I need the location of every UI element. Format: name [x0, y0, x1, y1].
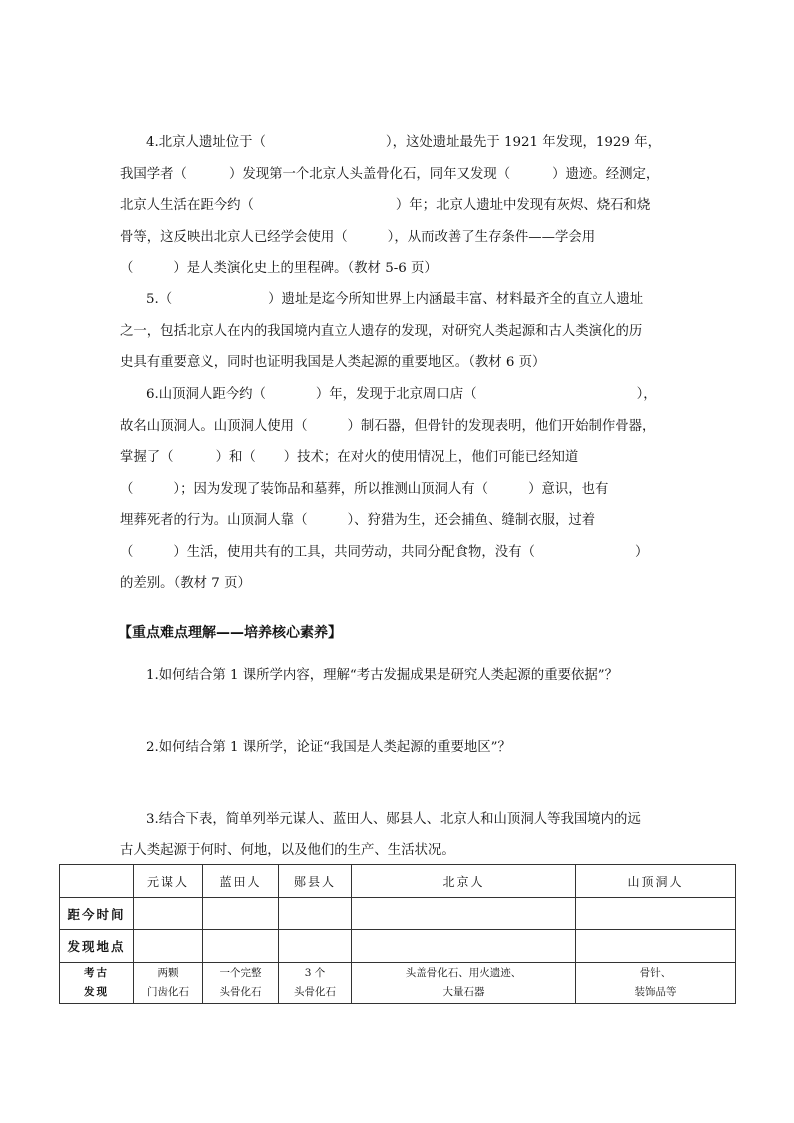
text: 的差别。（教材 7 页） — [120, 576, 251, 591]
text: ）是人类演化史上的里程碑。（教材 5-6 页） — [173, 261, 438, 276]
text: 4.北京人遗址位于（ — [146, 135, 266, 150]
row-label: 发现地点 — [60, 930, 134, 963]
text: ）、狩猎为生，还会捕鱼、缝制衣服，过着 — [347, 513, 596, 528]
text: ），这处遗址最先于 1921 年发现，1929 年， — [385, 135, 661, 150]
text: 5.（ — [146, 292, 173, 307]
table-row — [60, 963, 736, 1004]
cell-line: 头骨化石 — [219, 986, 262, 998]
cell-line: 头盖骨化石、用火遗迹、 — [405, 967, 522, 979]
text: ）生活，使用共有的工具，共同劳动，共同分配食物，没有（ — [173, 544, 535, 560]
text: 之一，包括北京人在内的我国境内直立人遗存的发现，对研究人类起源和古人类演化的历 — [120, 323, 643, 339]
text: 埋葬死者的行为。山顶洞人靠（ — [120, 513, 308, 528]
cell-line: 大量石器 — [442, 986, 485, 998]
cell-line: 骨针、 — [639, 967, 672, 979]
text: ） — [634, 544, 649, 560]
table-cell[interactable] — [279, 930, 352, 963]
table-cell[interactable] — [203, 930, 279, 963]
text: 掌握了（ — [120, 450, 174, 465]
table-cell — [203, 963, 279, 1004]
text: （ — [120, 261, 134, 276]
table-cell[interactable] — [352, 930, 576, 963]
question-3-line-2: 古人类起源于何时、何地，以及他们的生产、生活状况。 — [120, 843, 455, 858]
row-label: 距今时间 — [60, 898, 134, 930]
table-cell[interactable] — [134, 930, 203, 963]
text: ）技术；在对火的使用情况上，他们可能已经知道 — [283, 450, 579, 465]
text: 骨等，这反映出北京人已经学会使用（ — [120, 229, 348, 245]
table-header-row — [60, 865, 736, 898]
question-2: 2.如何结合第 1 课所学，论证“我国是人类起源的重要地区”？ — [146, 740, 511, 755]
table-header-cell: 山顶洞人 — [576, 865, 736, 898]
section-heading: 【重点难点理解——培养核心素养】 — [118, 625, 342, 641]
paragraph-5 — [120, 284, 680, 379]
text: ）遗迹。经测定， — [552, 166, 660, 182]
text: ）和（ — [215, 450, 256, 465]
text: ）， — [636, 387, 657, 402]
question-1: 1.如何结合第 1 课所学内容，理解“考古发掘成果是研究人类起源的重要依据”？ — [146, 668, 618, 683]
cell-line: 一个完整 — [219, 967, 262, 979]
table-cell — [576, 963, 736, 1004]
paragraph-6 — [120, 379, 680, 600]
row-label-line: 发现 — [84, 986, 109, 998]
table-cell — [279, 963, 352, 1004]
table-header-cell: 蓝田人 — [203, 865, 279, 898]
table-cell[interactable] — [279, 898, 352, 930]
cell-line: 两颗 — [157, 967, 179, 979]
table-header-cell — [60, 865, 134, 898]
text: ），从而改善了生存条件——学会用 — [387, 229, 596, 245]
text: 北京人生活在距今约（ — [120, 198, 254, 213]
table-cell[interactable] — [134, 898, 203, 930]
text: ）遗址是迄今所知世界上内涵最丰富、材料最齐全的直立人遗址 — [268, 292, 644, 307]
table-header-cell: 郧县人 — [279, 865, 352, 898]
row-label-line: 考古 — [84, 967, 109, 979]
text: ）年，发现于北京周口店（ — [315, 387, 477, 402]
table-cell[interactable] — [576, 930, 736, 963]
text: （ — [120, 544, 134, 560]
table-row — [60, 898, 736, 930]
text: （ — [120, 481, 134, 497]
cell-line: 头骨化石 — [294, 986, 336, 998]
paragraph-4 — [120, 127, 680, 285]
question-3-line-1: 3.结合下表，简单列举元谋人、蓝田人、郧县人、北京人和山顶洞人等我国境内的远 — [146, 812, 641, 827]
text: ）年；北京人遗址中发现有灰烬、烧石和烧 — [395, 198, 651, 213]
table-header-cell: 北京人 — [352, 865, 576, 898]
table-cell[interactable] — [576, 898, 736, 930]
table-cell[interactable] — [352, 898, 576, 930]
text: ）；因为发现了装饰品和墓葬，所以推测山顶洞人有（ — [173, 481, 489, 497]
row-label — [60, 963, 134, 1004]
ancient-humans-table — [59, 864, 736, 1004]
table-row — [60, 930, 736, 963]
text: 6.山顶洞人距今约（ — [146, 387, 266, 402]
text: ）制石器，但骨针的发现表明，他们开始制作骨器， — [347, 418, 656, 434]
table-header-cell: 元谋人 — [134, 865, 203, 898]
text: 故名山顶洞人。山顶洞人使用（ — [120, 418, 308, 434]
cell-line: 门齿化石 — [147, 986, 189, 998]
text: 我国学者（ — [120, 166, 187, 182]
table-cell[interactable] — [203, 898, 279, 930]
cell-line: 3 个 — [304, 967, 326, 979]
text: ）意识，也有 — [528, 481, 609, 497]
cell-line: 装饰品等 — [634, 986, 677, 998]
text: 史具有重要意义，同时也证明我国是人类起源的重要地区。（教材 6 页） — [120, 355, 546, 370]
table-cell — [134, 963, 203, 1004]
text: ）发现第一个北京人头盖骨化石，同年又发现（ — [228, 166, 511, 182]
table-cell — [352, 963, 576, 1004]
